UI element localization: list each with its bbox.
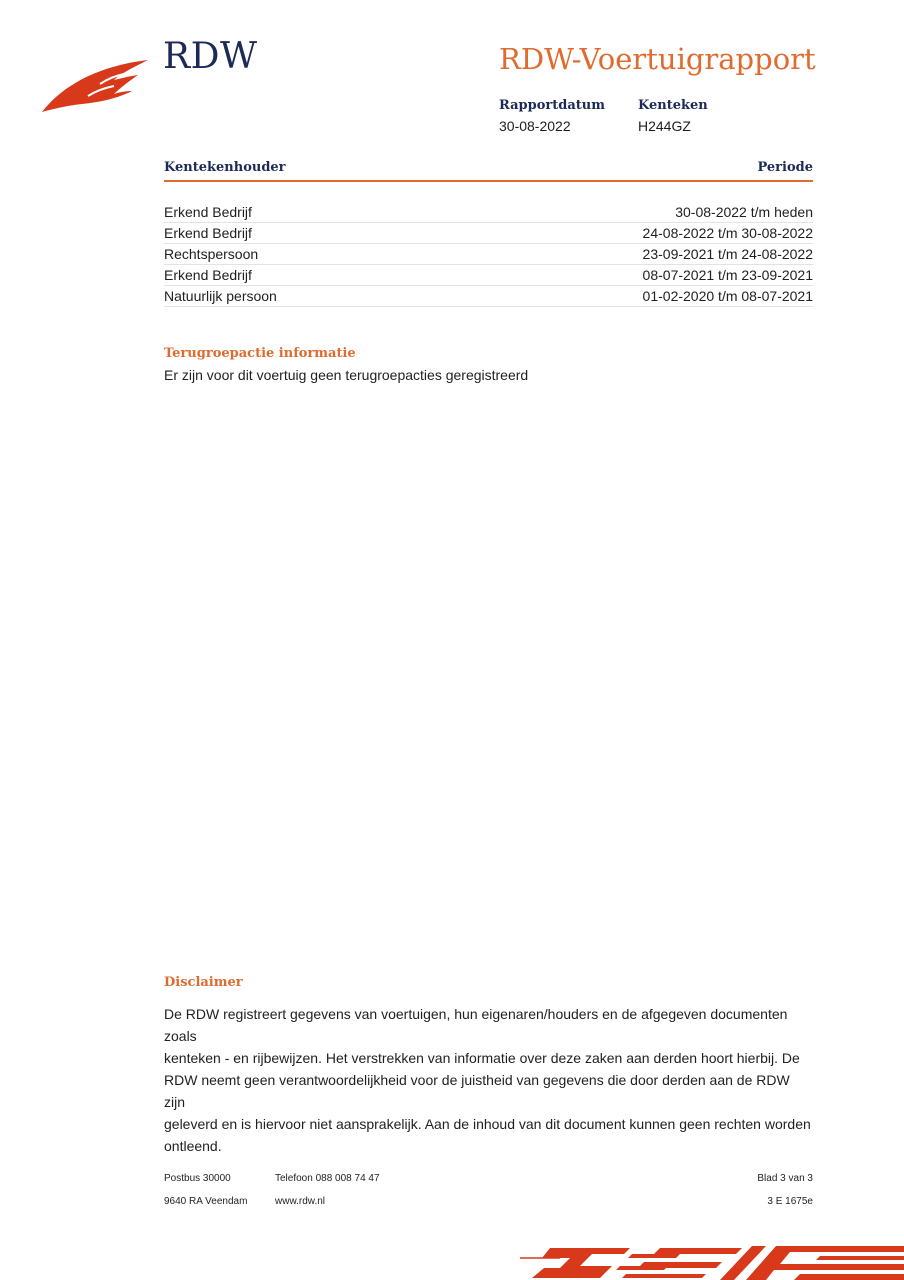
report-date-label: Rapportdatum (499, 98, 605, 113)
holder-cell: Erkend Bedrijf (164, 204, 252, 220)
footer-city: 9640 RA Veendam (164, 1196, 248, 1207)
disclaimer-line: RDW neemt geen verantwoordelijkheid voor de juistheid van gegevens die door derden aan de RDW zijn (164, 1072, 790, 1110)
disclaimer-line: geleverd en is hiervoor niet aansprakelijk. Aan de inhoud van dit document kunnen geen rechten worden (164, 1116, 811, 1132)
footer-website[interactable]: www.rdw.nl (275, 1196, 326, 1207)
brand-stripes-graphic (520, 1244, 904, 1280)
report-title: RDW-Voertuigrapport (499, 42, 816, 76)
rdw-logo-mark (42, 58, 148, 114)
disclaimer-line: kenteken - en rijbewijzen. Het verstrekken van informatie over deze zaken aan derden hoort hierbij. De (164, 1050, 800, 1066)
holder-cell: Rechtspersoon (164, 246, 259, 262)
period-cell: 23-09-2021 t/m 24-08-2022 (642, 246, 813, 262)
disclaimer-line: ontleend. (164, 1138, 222, 1154)
table-row (164, 202, 813, 223)
holder-cell: Erkend Bedrijf (164, 267, 252, 283)
footer-postbus: Postbus 30000 (164, 1173, 231, 1184)
holders-table (164, 202, 813, 307)
table-row (164, 265, 813, 286)
table-row (164, 286, 813, 307)
period-cell: 08-07-2021 t/m 23-09-2021 (642, 267, 813, 283)
period-cell: 30-08-2022 t/m heden (675, 204, 813, 220)
recall-text: Er zijn voor dit voertuig geen terugroepacties geregistreerd (164, 367, 529, 383)
plate-label: Kenteken (638, 98, 708, 113)
holder-cell: Natuurlijk persoon (164, 288, 277, 304)
disclaimer-line: De RDW registreert gegevens van voertuigen, hun eigenaren/houders en de afgegeven documenten zoals (164, 1006, 788, 1044)
logo-text: RDW (163, 36, 258, 77)
holders-table-header (164, 160, 813, 182)
recall-title: Terugroepactie informatie (164, 346, 356, 361)
holder-cell: Erkend Bedrijf (164, 225, 252, 241)
plate-number: H244GZ (638, 118, 691, 134)
disclaimer-text (164, 1003, 814, 1157)
footer-phone: Telefoon 088 008 74 47 (275, 1173, 380, 1184)
table-row (164, 244, 813, 265)
report-date: 30-08-2022 (499, 118, 571, 134)
period-cell: 01-02-2020 t/m 08-07-2021 (642, 288, 813, 304)
table-row (164, 223, 813, 244)
footer-document-code: 3 E 1675e (767, 1196, 813, 1207)
footer-page-number: Blad 3 van 3 (757, 1173, 813, 1184)
disclaimer-title: Disclaimer (164, 975, 243, 990)
column-holder: Kentekenhouder (164, 160, 286, 175)
column-period: Periode (757, 160, 813, 175)
period-cell: 24-08-2022 t/m 30-08-2022 (642, 225, 813, 241)
